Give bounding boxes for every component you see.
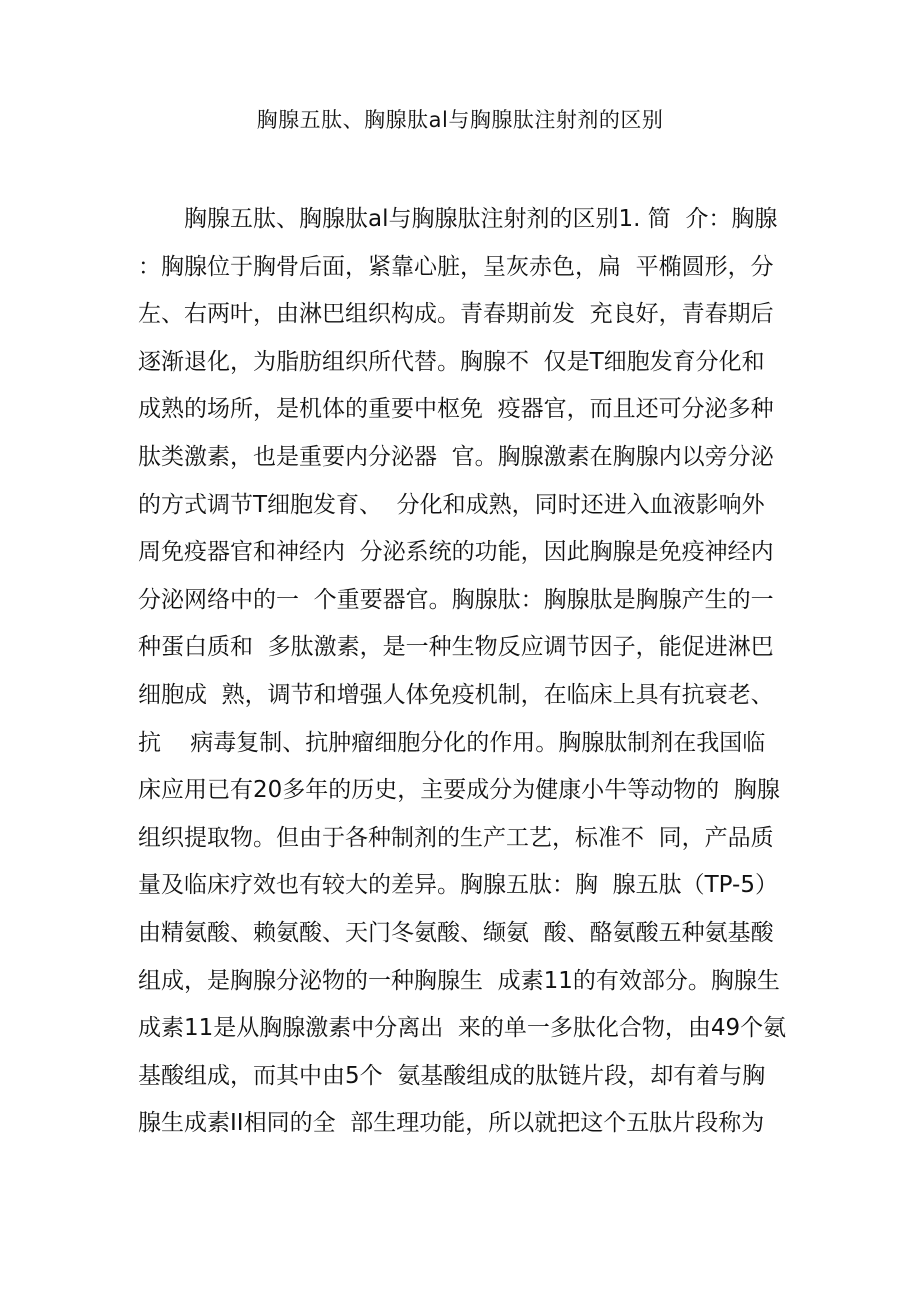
text-line: 肽类激素，也是重要内分泌器 官。胸腺激素在胸腺内以旁分泌: [138, 443, 774, 470]
document-title: 胸腺五肽、胸腺肽al与胸腺肽注射剂的区别: [256, 108, 664, 132]
text-line: 的方式调节T细胞发育、 分化和成熟，同时还进入血液影响外: [138, 491, 765, 518]
text-line: 细胞成 熟，调节和增强人体免疫机制，在临床上具有抗衰老、: [138, 681, 774, 708]
text-line: 由精氨酸、赖氨酸、天门冬氨酸、缬氨 酸、酪氨酸五种氨基酸: [138, 919, 774, 946]
text-line: 成熟的场所，是机体的重要中枢免 疫器官，而且还可分泌多种: [138, 396, 774, 423]
text-line: 胸腺五肽、胸腺肽al与胸腺肽注射剂的区别1. 简 介：胸腺: [184, 206, 778, 232]
text-line: 抗 病毒复制、抗肿瘤细胞分化的作用。胸腺肽制剂在我国临: [138, 729, 766, 756]
text-line: 组织提取物。但由于各种制剂的生产工艺，标准不 同，产品质: [138, 824, 774, 851]
text-line: 基酸组成，而其中由5个 氨基酸组成的肽链片段，却有着与胸: [138, 1062, 766, 1089]
text-line: 成素11是从胸腺激素中分离出 来的单一多肽化合物，由49个氨: [138, 1015, 787, 1042]
text-line: 量及临床疗效也有较大的差异。胸腺五肽：胸 腺五肽（TP-5）: [138, 872, 778, 899]
text-line: 周免疫器官和神经内 分泌系统的功能，因此胸腺是免疫神经内: [138, 539, 774, 566]
text-line: 种蛋白质和 多肽激素，是一种生物反应调节因子，能促进淋巴: [138, 634, 774, 661]
text-line: 腺生成素II相同的全 部生理功能，所以就把这个五肽片段称为: [138, 1110, 765, 1137]
text-line: ：胸腺位于胸骨后面，紧靠心脏，呈灰赤色，扁 平椭圆形，分: [138, 253, 774, 280]
text-line: 组成，是胸腺分泌物的一种胸腺生 成素11的有效部分。胸腺生: [138, 967, 780, 994]
text-line: 床应用已有20多年的历史，主要成分为健康小牛等动物的 胸腺: [138, 777, 780, 804]
text-line: 左、右两叶，由淋巴组织构成。青春期前发 充良好，青春期后: [138, 301, 774, 328]
document-body: [138, 196, 788, 1148]
text-line: 逐渐退化，为脂肪组织所代替。胸腺不 仅是T细胞发育分化和: [138, 348, 765, 375]
text-line: 分泌网络中的一 个重要器官。胸腺肽：胸腺肽是胸腺产生的一: [138, 586, 774, 613]
